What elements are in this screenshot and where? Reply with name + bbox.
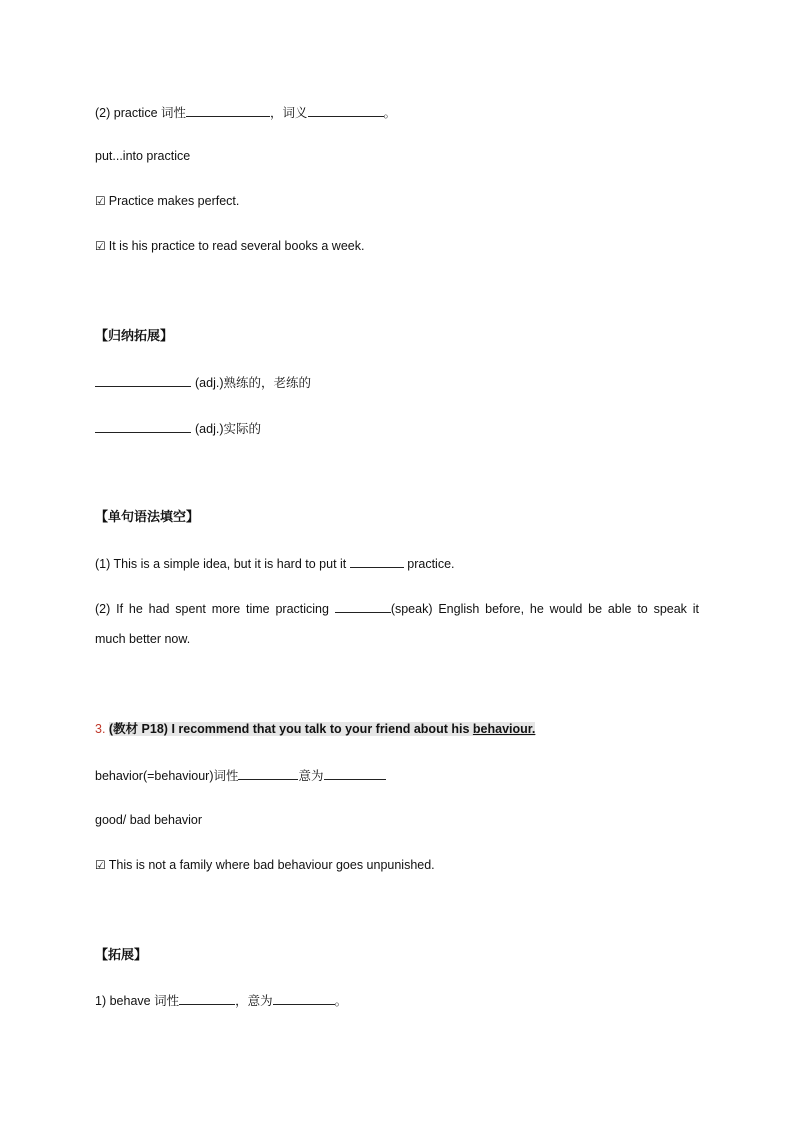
- keyword-behaviour: behaviour.: [472, 722, 536, 736]
- key-sentence: I recommend that you talk to your friend about his: [171, 722, 470, 736]
- grammar-question-2: [95, 599, 699, 618]
- heading-summary-extension: 【归纳拓展】: [95, 328, 174, 343]
- example-3-text: This is not a family where bad behaviour goes unpunished.: [108, 858, 435, 872]
- grammar-question-1: [95, 554, 455, 573]
- practice-pos-line: [95, 103, 396, 122]
- behavior-meaning-blank[interactable]: [324, 766, 386, 780]
- extension-item-1-text: (adj.)熟练的，老练的: [195, 376, 311, 390]
- extension-blank-1[interactable]: [95, 373, 191, 387]
- q1-after: practice.: [407, 557, 455, 571]
- phrase-put-into-practice: put...into practice: [95, 149, 191, 163]
- example-sentence-2: [95, 237, 364, 255]
- behave-meaning-label: ，意为: [235, 994, 273, 1008]
- behavior-pos-blank[interactable]: [238, 766, 298, 780]
- behave-meaning-blank[interactable]: [273, 991, 335, 1005]
- phrase-good-bad-behavior: good/ bad behavior: [95, 813, 203, 827]
- behavior-pos-line: [95, 766, 386, 785]
- behave-pos-line: [95, 991, 347, 1010]
- q1-before: (1) This is a simple idea, but it is hard to put it: [95, 557, 347, 571]
- practice-meaning-blank[interactable]: [308, 103, 384, 117]
- checkbox-icon: ☑: [95, 194, 106, 208]
- heading-grammar-fill: 【单句语法填空】: [95, 509, 200, 524]
- grammar-question-2-continued: much better now.: [95, 632, 191, 646]
- practice-line-end: 。: [383, 106, 397, 120]
- example-2-text: It is his practice to read several books a week.: [108, 239, 365, 253]
- extension-item-1: [95, 373, 311, 392]
- checkbox-icon: ☑: [95, 858, 106, 872]
- example-sentence-1: [95, 192, 239, 210]
- source-reference: (教材 P18): [108, 722, 168, 736]
- example-sentence-3: [95, 856, 435, 874]
- q2-before: (2) If he had spent more time practicing: [95, 602, 329, 616]
- checkbox-icon: ☑: [95, 239, 106, 253]
- behave-pos-prefix: 1) behave 词性: [95, 994, 180, 1008]
- practice-pos-prefix: (2) practice 词性: [95, 106, 186, 120]
- practice-pos-blank[interactable]: [186, 103, 270, 117]
- behave-line-end: 。: [334, 994, 348, 1008]
- practice-meaning-label: ，词义: [270, 106, 308, 120]
- q2-blank[interactable]: [335, 599, 391, 613]
- behave-pos-blank[interactable]: [179, 991, 235, 1005]
- item-3-highlight: [109, 722, 536, 736]
- q1-blank[interactable]: [350, 554, 404, 568]
- heading-extension: 【拓展】: [95, 947, 148, 962]
- extension-item-2-text: (adj.)实际的: [195, 422, 261, 436]
- q2-after: (speak) English before, he would be able to speak it: [390, 602, 700, 616]
- behavior-meaning-label: 意为: [298, 769, 324, 783]
- item-number: 3.: [95, 722, 106, 736]
- extension-item-2: [95, 419, 261, 438]
- example-1-text: Practice makes perfect.: [108, 194, 240, 208]
- item-3-header: [95, 720, 535, 738]
- behavior-pos-prefix: behavior(=behaviour)词性: [95, 769, 239, 783]
- extension-blank-2[interactable]: [95, 419, 191, 433]
